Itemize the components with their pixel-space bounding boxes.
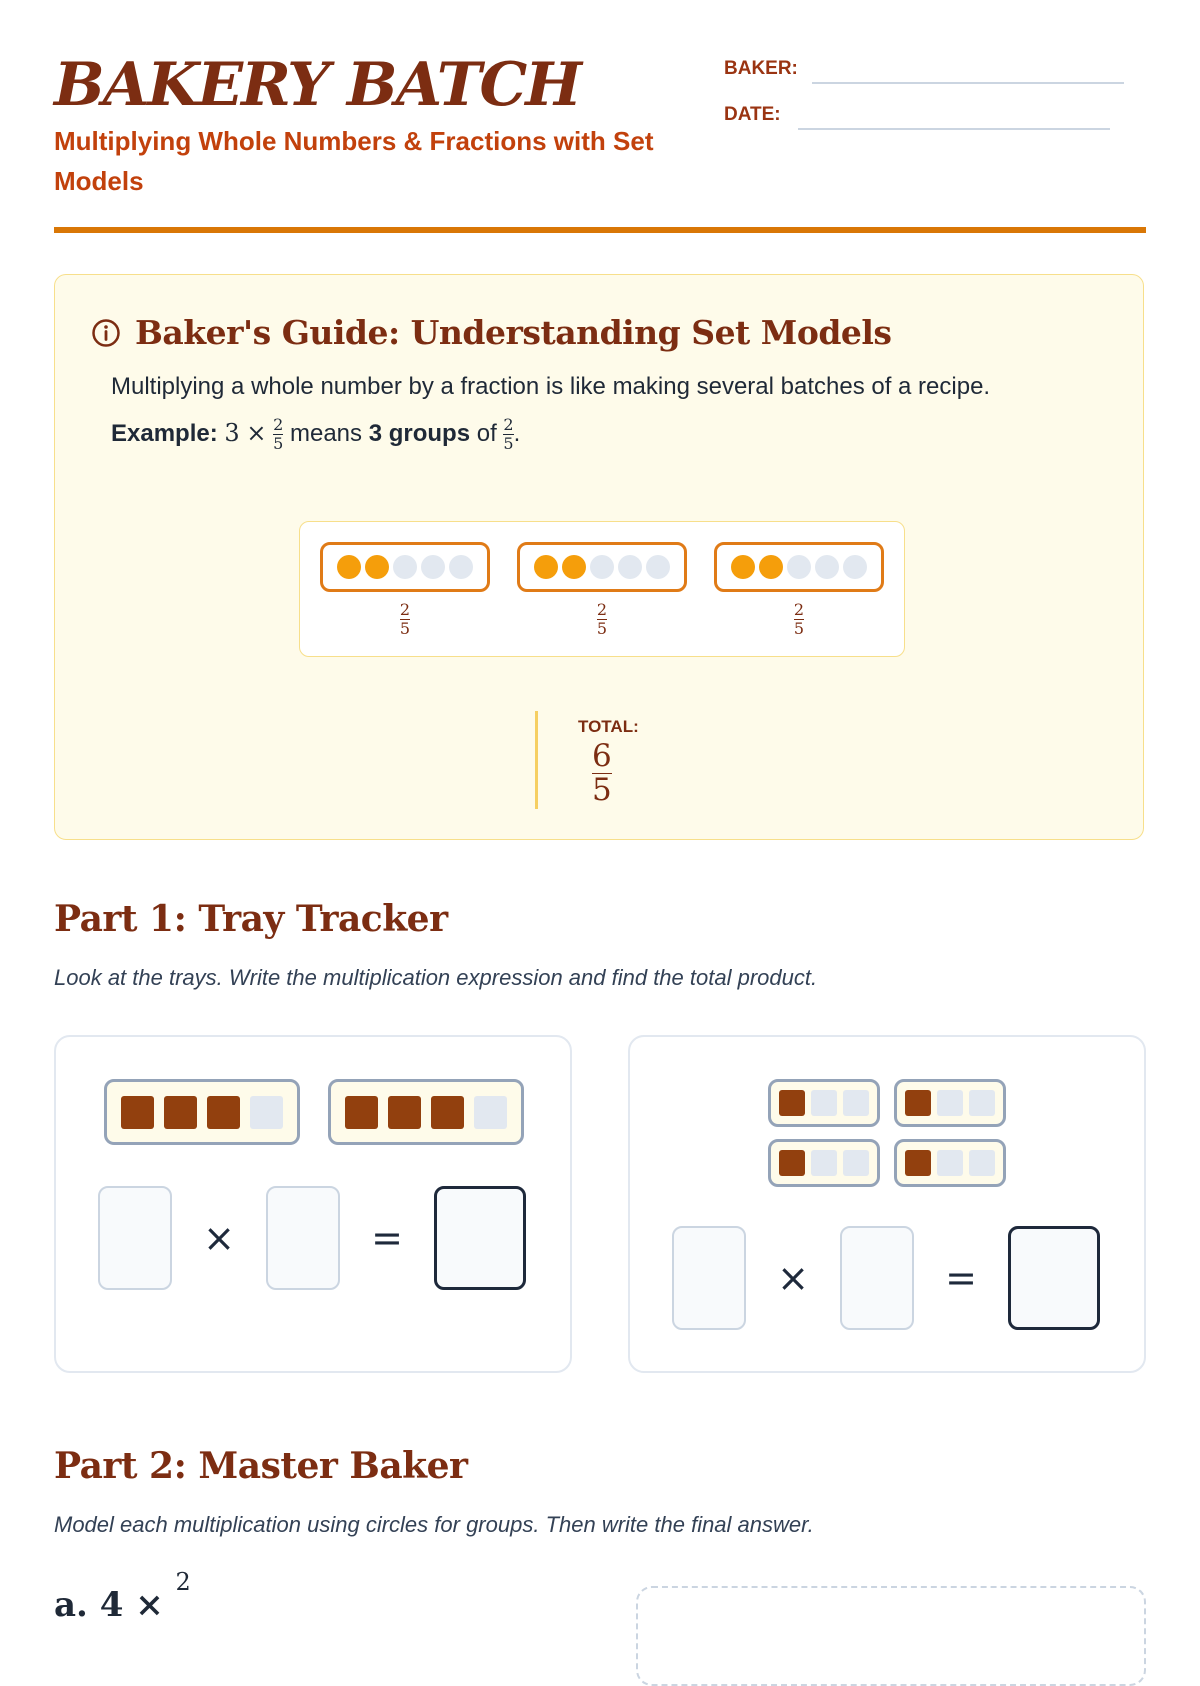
equals-sign: = xyxy=(371,1216,403,1260)
filled-square xyxy=(121,1096,154,1129)
empty-cookie xyxy=(618,555,642,579)
worksheet-title: BAKERY BATCH xyxy=(54,50,580,120)
example-tray-group xyxy=(714,542,884,637)
total-display xyxy=(535,711,639,809)
empty-cookie xyxy=(646,555,670,579)
header-divider xyxy=(54,227,1146,233)
filled-cookie xyxy=(365,555,389,579)
example-tray-group xyxy=(517,542,687,637)
model-drawing-area[interactable] xyxy=(636,1586,1146,1686)
empty-square xyxy=(474,1096,507,1129)
example-fraction xyxy=(273,417,283,452)
example-whole: 3 xyxy=(224,418,240,447)
baker-name-field[interactable] xyxy=(812,82,1124,84)
empty-square xyxy=(811,1150,837,1176)
empty-square xyxy=(969,1150,995,1176)
product-input[interactable] xyxy=(434,1186,526,1290)
empty-cookie xyxy=(421,555,445,579)
empty-square xyxy=(969,1090,995,1116)
filled-square xyxy=(779,1150,805,1176)
square-tray xyxy=(328,1079,524,1145)
empty-cookie xyxy=(843,555,867,579)
filled-cookie xyxy=(534,555,558,579)
example-den: 5 xyxy=(273,434,284,453)
bakers-guide-panel xyxy=(54,274,1144,840)
filled-square xyxy=(905,1150,931,1176)
square-tray xyxy=(104,1079,300,1145)
filled-cookie xyxy=(759,555,783,579)
guide-header xyxy=(91,313,892,352)
example-means: means xyxy=(289,419,363,447)
empty-cookie xyxy=(815,555,839,579)
question-a-num: 2 xyxy=(175,1568,191,1596)
guide-title: Baker's Guide: Understanding Set Models xyxy=(135,313,892,352)
empty-cookie xyxy=(590,555,614,579)
empty-cookie xyxy=(393,555,417,579)
guide-intro: Multiplying a whole number by a fraction is like making several batches of a recipe. xyxy=(111,373,991,400)
tray-fraction-label xyxy=(400,602,410,637)
example-period: . xyxy=(513,419,521,447)
times-sign: × xyxy=(203,1216,235,1260)
filled-cookie xyxy=(337,555,361,579)
example-fraction-2 xyxy=(503,417,513,452)
empty-square xyxy=(843,1150,869,1176)
tray-fraction-label xyxy=(597,602,607,637)
part2-title: Part 2: Master Baker xyxy=(54,1445,468,1487)
product-input[interactable] xyxy=(1008,1226,1100,1330)
total-num: 6 xyxy=(592,738,612,774)
baker-label: BAKER: xyxy=(724,58,798,79)
question-a xyxy=(54,1568,191,1625)
tray-label-num: 2 xyxy=(399,600,411,619)
equals-sign: = xyxy=(945,1256,977,1300)
filled-cookie xyxy=(562,555,586,579)
tray-label-den: 5 xyxy=(399,619,411,638)
tray-label-den: 5 xyxy=(793,619,805,638)
example-tray xyxy=(517,542,687,592)
square-tray xyxy=(894,1139,1006,1187)
filled-square xyxy=(345,1096,378,1129)
square-tray xyxy=(768,1139,880,1187)
part2-instruction: Model each multiplication using circles for groups. Then write the final answer. xyxy=(54,1512,814,1537)
worksheet-subtitle: Multiplying Whole Numbers & Fractions with Set Models xyxy=(54,126,654,196)
filled-square xyxy=(164,1096,197,1129)
total-label: TOTAL: xyxy=(578,717,639,736)
filled-square xyxy=(388,1096,421,1129)
example-groups: 3 groups xyxy=(368,419,471,447)
square-tray xyxy=(768,1079,880,1127)
example-set-model xyxy=(299,521,905,657)
equation-row xyxy=(672,1226,1100,1330)
total-fraction xyxy=(592,738,612,808)
tray-label-num: 2 xyxy=(596,600,608,619)
filled-square xyxy=(779,1090,805,1116)
example-num: 2 xyxy=(273,415,284,434)
filled-cookie xyxy=(731,555,755,579)
filled-square xyxy=(207,1096,240,1129)
empty-cookie xyxy=(787,555,811,579)
tray-label-num: 2 xyxy=(793,600,805,619)
empty-square xyxy=(937,1090,963,1116)
square-tray xyxy=(894,1079,1006,1127)
example-num-2: 2 xyxy=(503,415,514,434)
example-label: Example: xyxy=(111,419,218,447)
example-tray xyxy=(714,542,884,592)
empty-square xyxy=(811,1090,837,1116)
guide-example xyxy=(111,417,520,452)
date-label: DATE: xyxy=(724,104,781,125)
empty-square xyxy=(250,1096,283,1129)
part1-title: Part 1: Tray Tracker xyxy=(54,898,448,940)
question-a-prefix: a. 4 × xyxy=(54,1585,164,1625)
equation-row xyxy=(98,1186,526,1290)
example-tray xyxy=(320,542,490,592)
tray-card-a xyxy=(54,1035,572,1373)
tray-label-den: 5 xyxy=(596,619,608,638)
empty-square xyxy=(937,1150,963,1176)
filled-square xyxy=(431,1096,464,1129)
part1-instruction: Look at the trays. Write the multiplication expression and find the total product. xyxy=(54,965,818,990)
group-count-input[interactable] xyxy=(98,1186,172,1290)
empty-square xyxy=(843,1090,869,1116)
tray-card-b xyxy=(628,1035,1146,1373)
total-den: 5 xyxy=(592,772,612,808)
fraction-input[interactable] xyxy=(840,1226,914,1330)
example-den-2: 5 xyxy=(503,434,514,453)
tray-fraction-label xyxy=(794,602,804,637)
times-sign: × xyxy=(777,1256,809,1300)
example-of: of xyxy=(476,419,497,447)
info-icon xyxy=(91,318,121,348)
fraction-input[interactable] xyxy=(266,1186,340,1290)
example-times: × xyxy=(246,418,267,447)
filled-square xyxy=(905,1090,931,1116)
example-tray-group xyxy=(320,542,490,637)
group-count-input[interactable] xyxy=(672,1226,746,1330)
date-field[interactable] xyxy=(798,128,1110,130)
empty-cookie xyxy=(449,555,473,579)
